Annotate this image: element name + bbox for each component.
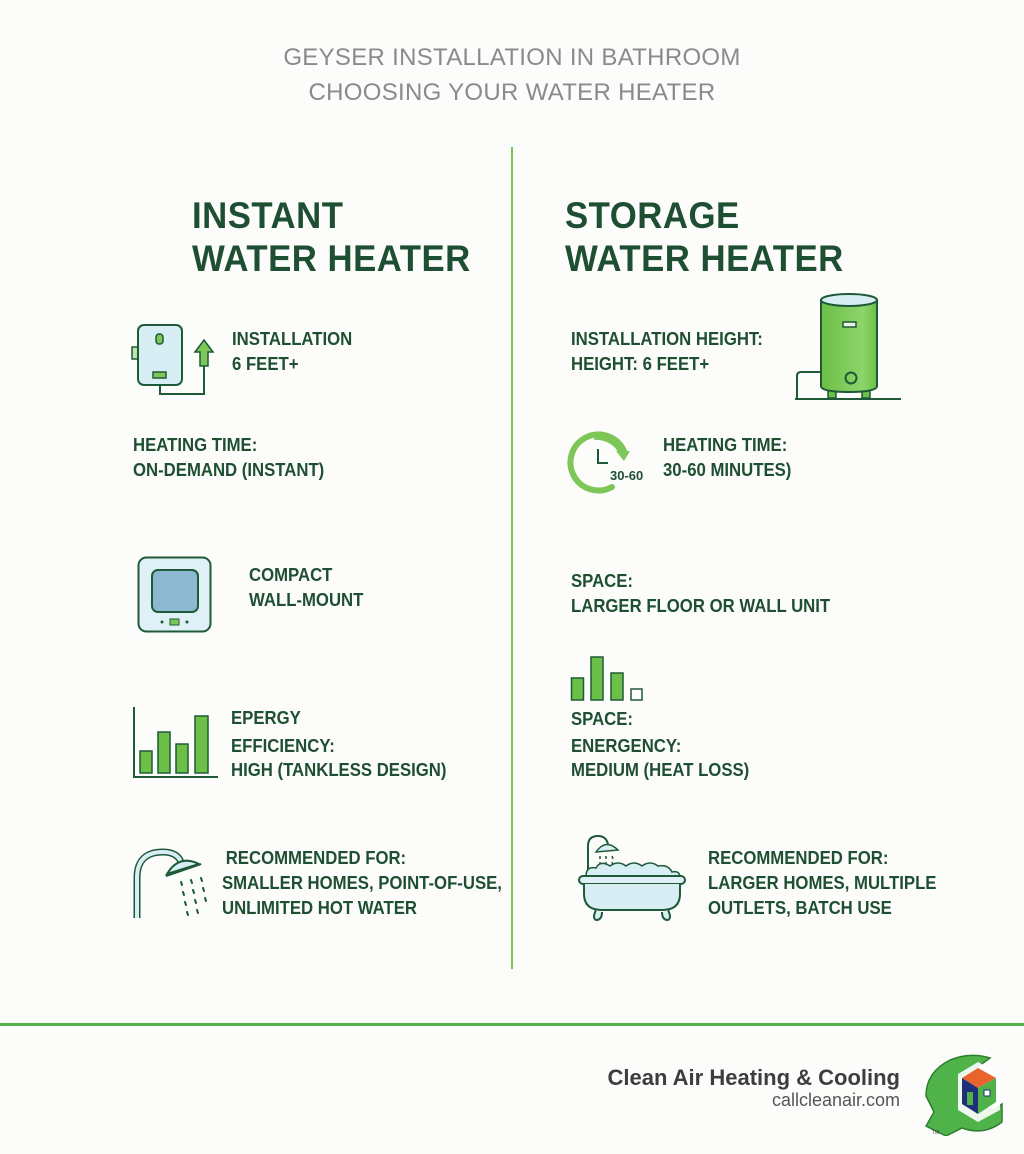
storage-recommended-line3: OUTLETS, BATCH USE <box>708 898 892 918</box>
bar-chart-icon <box>132 705 220 779</box>
storage-energy-line1: SPACE: <box>571 709 634 729</box>
storage-installation-text <box>571 327 763 377</box>
storage-heading-line1: STORAGE <box>565 195 740 236</box>
storage-space-label: SPACE: <box>571 571 634 591</box>
storage-energy-line3: MEDIUM (HEAT LOSS) <box>571 760 750 780</box>
column-divider <box>511 147 513 969</box>
storage-installation-label: INSTALLATION HEIGHT: <box>571 329 763 349</box>
instant-energy-text <box>231 704 446 784</box>
storage-recommended-label: RECOMMENDED FOR: <box>708 848 889 868</box>
instant-space-line2: WALL-MOUNT <box>249 590 364 610</box>
wall-heater-with-up-arrow-icon <box>130 322 216 398</box>
instant-heading-line2: WATER HEATER <box>192 238 471 279</box>
instant-recommended-line2: SMALLER HOMES, POINT-OF-USE, <box>222 873 502 893</box>
instant-energy-line1: EPERGY <box>231 708 301 728</box>
instant-recommended-text <box>222 846 502 921</box>
instant-installation-text <box>232 327 352 377</box>
brand-url[interactable]: callcleanair.com <box>771 1090 900 1110</box>
instant-energy-line3: HIGH (TANKLESS DESIGN) <box>231 760 447 780</box>
bathtub-icon <box>576 832 688 924</box>
instant-installation-label: INSTALLATION <box>232 329 353 349</box>
trademark-mark: TM <box>932 1130 940 1136</box>
wrench-house-logo-icon <box>920 1052 1004 1136</box>
instant-space-line1: COMPACT <box>249 565 333 585</box>
instant-heating-value: ON-DEMAND (INSTANT) <box>133 460 325 480</box>
storage-space-text <box>571 569 830 619</box>
shower-head-icon <box>133 848 217 920</box>
storage-tank-icon <box>795 290 903 402</box>
storage-installation-value: HEIGHT: 6 FEET+ <box>571 354 710 374</box>
storage-heating-label: HEATING TIME: <box>663 435 788 455</box>
storage-heading <box>565 194 844 280</box>
instant-recommended-label: RECOMMENDED FOR: <box>225 848 407 868</box>
instant-installation-value: 6 FEET+ <box>232 354 299 374</box>
footer-divider <box>0 1023 1024 1026</box>
storage-recommended-line2: LARGER HOMES, MULTIPLE <box>708 873 937 893</box>
instant-heating-text <box>133 433 324 483</box>
instant-heating-label: HEATING TIME: <box>133 435 258 455</box>
page-title-line1: GEYSER INSTALLATION IN BATHROOM <box>283 44 741 71</box>
clock-cycle-label: 30-60 <box>610 468 644 483</box>
storage-space-value: LARGER FLOOR OR WALL UNIT <box>571 596 831 616</box>
storage-heating-text <box>663 433 791 483</box>
clock-cycle-icon <box>566 429 652 495</box>
storage-heating-value: 30-60 MINUTES) <box>663 460 792 480</box>
storage-energy-line2: ENERGENCY: <box>571 736 682 756</box>
instant-recommended-line3: UNLIMITED HOT WATER <box>222 898 417 918</box>
instant-energy-line2: EFFICIENCY: <box>231 736 335 756</box>
compact-wall-unit-icon <box>137 556 213 634</box>
storage-recommended-text <box>708 846 936 921</box>
brand-name: Clean Air Heating & Cooling <box>607 1065 900 1090</box>
bar-chart-icon <box>570 655 646 703</box>
instant-heading-line1: INSTANT <box>192 195 344 236</box>
storage-energy-text <box>571 706 749 784</box>
storage-heading-line2: WATER HEATER <box>565 238 844 279</box>
instant-space-text <box>249 563 363 613</box>
page-title-line2: CHOOSING YOUR WATER HEATER <box>308 79 716 106</box>
instant-heading <box>192 194 471 280</box>
